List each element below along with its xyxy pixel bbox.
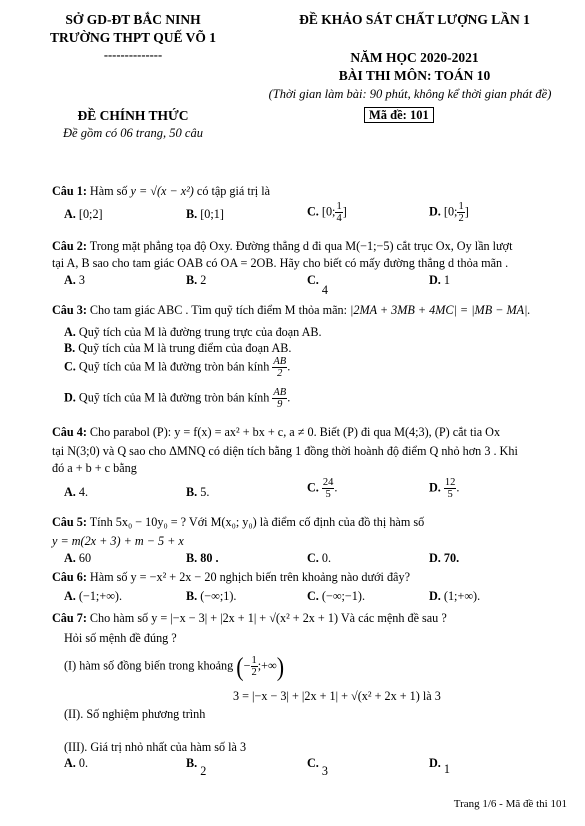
answer-value: [0;1] — [200, 207, 224, 221]
fraction: $\frac{1}{2}$ — [458, 201, 464, 224]
answer-c[interactable] — [307, 589, 365, 604]
answer-b[interactable] — [186, 589, 236, 604]
answer-value: 2 — [200, 764, 207, 778]
question-text: Hàm số — [89, 184, 128, 198]
answer-d[interactable]: D. Quỹ tích của M là đường tròn bán kính $\frac{AB}{9}$ . — [64, 387, 291, 410]
question-7 — [52, 611, 447, 625]
answer-key: C. — [307, 273, 319, 287]
answer-value: Quỹ tích của M là trung điểm của đoạn AB. — [78, 341, 292, 355]
answer-value: [0; — [443, 204, 458, 219]
question-text: Hàm số y = −x² + 2x − 20 nghịch biến trên khoảng nào dưới đây? — [89, 570, 410, 584]
question-text: Trong mặt phẳng tọa độ Oxy. Đường thẳng d đi qua M(−1;−5) cắt trục Ox, Oy lần lượt — [89, 239, 513, 253]
math-expression: y = √(x − x²) — [130, 184, 194, 198]
answer-value: (1;+∞). — [443, 589, 481, 603]
statement-2: (II). Số nghiệm phương trình — [64, 707, 206, 721]
answer-key: A. — [64, 325, 76, 339]
answer-key: C. — [64, 359, 76, 374]
question-text: Cho parabol (P): y = f(x) = ax² + bx + c, a ≠ 0. Biết (P) đi qua M(4;3), (P) cắt tia Ox — [89, 425, 501, 439]
answer-b[interactable] — [186, 273, 206, 288]
answer-key: B. — [186, 551, 198, 565]
answer-a[interactable] — [64, 207, 103, 222]
exam-title: ĐỀ KHẢO SÁT CHẤT LƯỢNG LẦN 1 — [299, 12, 530, 27]
answer-value: [0;2] — [78, 207, 103, 221]
question-4 — [52, 425, 500, 439]
answer-key: D. — [429, 273, 441, 287]
answer-a[interactable] — [64, 325, 322, 340]
answer-key: A. — [64, 485, 76, 499]
answer-c[interactable]: C. [0; $\frac{1}{4}$ ] — [307, 201, 347, 224]
answer-key: D. — [429, 589, 441, 603]
fraction: $\frac{24}{5}$ — [322, 477, 334, 500]
question-6 — [52, 570, 410, 584]
answer-d[interactable] — [429, 551, 459, 566]
answer-value: 5. — [200, 485, 210, 499]
question-label: Câu 7: — [52, 611, 87, 625]
answer-a[interactable] — [64, 273, 85, 288]
answer-b[interactable] — [186, 485, 209, 500]
answer-d[interactable] — [429, 756, 450, 776]
answer-key: D. — [429, 204, 441, 219]
answer-value: 0. — [78, 756, 89, 770]
answer-key: B. — [186, 273, 198, 287]
question-label: Câu 5: — [52, 515, 87, 529]
exam-subject: BÀI THI MÔN: TOÁN 10 — [338, 68, 491, 83]
question-2 — [52, 239, 513, 253]
answer-key: B. — [186, 589, 198, 603]
page-footer: Trang 1/6 - Mã đề thi 101 — [453, 798, 567, 810]
question-text: Cho hàm số y = |−x − 3| + |2x + 1| + √(x² + 2x + 1) Và các mệnh đề sau ? — [89, 611, 447, 625]
fraction: $\frac{1}{4}$ — [336, 201, 342, 224]
question-label: Câu 4: — [52, 425, 87, 439]
answer-key: C. — [307, 551, 319, 565]
answer-key: B. — [186, 485, 198, 499]
answer-value: Quỹ tích của M là đường tròn bán kính — [78, 390, 270, 405]
answer-key: B. — [64, 341, 76, 355]
answer-value: 3 — [321, 764, 328, 778]
header-dashes: -------------- — [103, 48, 163, 62]
question-label: Câu 3: — [52, 303, 87, 317]
answer-d[interactable]: D. [0; $\frac{1}{2}$ ] — [429, 201, 469, 224]
department-name: SỞ GD-ĐT BẮC NINH — [65, 12, 201, 27]
answer-b[interactable] — [186, 756, 207, 778]
answer-value: Quỹ tích của M là đường tròn bán kính — [78, 359, 270, 374]
answer-c[interactable]: C. Quỹ tích của M là đường tròn bán kính $\frac{AB}{2}$ . — [64, 356, 291, 379]
question-text: Tính 5x₀ − 10y₀ = ? Với M(x₀; y₀) là điểm cố định của đồ thị hàm số — [89, 515, 425, 529]
answer-key: D. — [429, 480, 441, 495]
answer-key: C. — [307, 589, 319, 603]
question-label: Câu 2: — [52, 239, 87, 253]
official-label: ĐỀ CHÍNH THỨC — [77, 108, 189, 123]
statement-3: (III). Giá trị nhỏ nhất của hàm số là 3 — [64, 740, 247, 754]
answer-value: 3 — [78, 273, 85, 287]
pages-note: Đề gồm có 06 trang, 50 câu — [63, 126, 203, 140]
answer-value: 80 . — [200, 551, 219, 565]
question-label: Câu 1: — [52, 184, 87, 198]
question-5-line-2: y = m(2x + 3) + m − 5 + x — [52, 534, 184, 548]
answer-value: 1 — [443, 273, 450, 287]
question-text: có tập giá trị là — [196, 184, 271, 198]
answer-value: [0; — [321, 204, 336, 219]
answer-key: B. — [186, 756, 198, 770]
question-2-line-2: tại A, B sao cho tam giác OAB có OA = 2OB. Hãy cho biết có mấy đường thẳng d thỏa mãn . — [52, 256, 509, 270]
answer-b[interactable] — [64, 341, 291, 356]
answer-key: A. — [64, 756, 76, 770]
answer-a[interactable] — [64, 551, 91, 566]
answer-c[interactable]: C. $\frac{24}{5}$ . — [307, 477, 338, 500]
answer-key: A. — [64, 551, 76, 565]
vector-expression: |2MA + 3MB + 4MC| = |MB − MA|. — [350, 303, 531, 317]
answer-key: C. — [307, 204, 319, 219]
answer-value: 2 — [200, 273, 207, 287]
answer-a[interactable] — [64, 485, 88, 500]
answer-c[interactable] — [307, 551, 331, 566]
exam-code-box — [364, 106, 434, 124]
fraction: $\frac{1}{2}$ — [251, 655, 257, 678]
answer-d[interactable]: D. $\frac{12}{5}$ . — [429, 477, 460, 500]
school-year: NĂM HỌC 2020-2021 — [350, 50, 479, 65]
answer-key: D. — [429, 551, 441, 565]
answer-c[interactable] — [307, 273, 328, 297]
fraction: $\frac{AB}{2}$ — [273, 356, 287, 379]
answer-value: 1 — [443, 762, 450, 776]
question-4-line-2: tại N(3;0) và Q sao cho ΔMNQ có diện tích bằng 1 đồng thời hoành độ điểm Q nhỏ hơn 3 . Khi — [52, 444, 518, 458]
answer-key: C. — [307, 480, 319, 495]
answer-value: (−∞;1). — [200, 589, 237, 603]
answer-key: B. — [186, 207, 198, 221]
answer-c[interactable] — [307, 756, 328, 778]
answer-value: Quỹ tích của M là đường trung trực của đoạn AB. — [78, 325, 322, 339]
answer-d[interactable] — [429, 273, 450, 288]
answer-value: (−∞;−1). — [321, 589, 365, 603]
answer-value: 0. — [321, 551, 332, 565]
answer-value: 70. — [443, 551, 460, 565]
question-7-prompt: Hỏi số mệnh đề đúng ? — [64, 631, 177, 645]
question-4-line-3: đó a + b + c bằng — [52, 461, 137, 475]
question-label: Câu 6: — [52, 570, 87, 584]
answer-value: 60 — [78, 551, 92, 565]
answer-key: A. — [64, 589, 76, 603]
answer-key: A. — [64, 273, 76, 287]
answer-b[interactable] — [186, 207, 224, 222]
answer-key: D. — [429, 756, 441, 770]
fraction: $\frac{AB}{9}$ — [273, 387, 287, 410]
answer-value: 4. — [78, 485, 89, 499]
answer-value: (−1;+∞). — [78, 589, 122, 603]
exam-code: Mã đề: 101 — [364, 107, 434, 123]
fraction: $\frac{12}{5}$ — [444, 477, 456, 500]
question-3 — [52, 303, 530, 317]
answer-a[interactable] — [64, 589, 122, 604]
answer-d[interactable] — [429, 589, 480, 604]
question-5 — [52, 515, 424, 529]
answer-key: D. — [64, 390, 76, 405]
answer-b[interactable] — [186, 551, 219, 566]
answer-key: A. — [64, 207, 76, 221]
statement-1: (I) hàm số đồng biến trong khoảng (− $\frac{1}{2}$ ;+∞) — [64, 650, 285, 681]
answer-a[interactable] — [64, 756, 88, 771]
statement-2-equation: 3 = |−x − 3| + |2x + 1| + √(x² + 2x + 1) là 3 — [233, 689, 441, 703]
time-note: (Thời gian làm bài: 90 phút, không kể thời gian phát đề) — [268, 87, 552, 101]
answer-key: C. — [307, 756, 319, 770]
question-text: Cho tam giác ABC . Tìm quỹ tích điểm M thỏa mãn: — [89, 303, 347, 317]
school-name: TRƯỜNG THPT QUẾ VÕ 1 — [49, 30, 217, 45]
question-1 — [52, 184, 270, 198]
answer-value: 4 — [321, 283, 328, 297]
